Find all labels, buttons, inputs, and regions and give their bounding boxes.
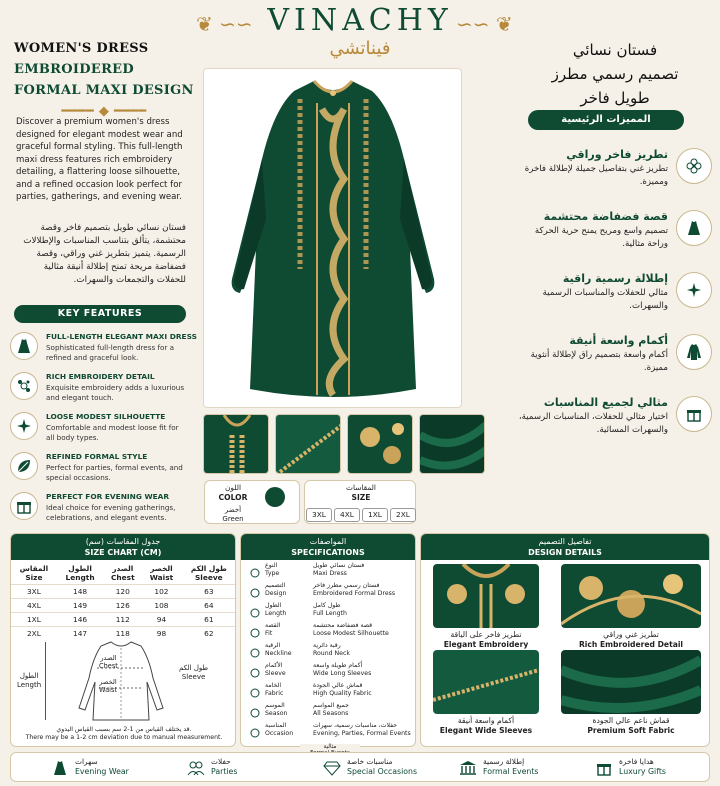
- occasion-label: Luxury Gifts: [619, 767, 666, 776]
- size-col-header: [103, 562, 142, 584]
- spec-value-en: Loose Modest Silhouette: [313, 629, 389, 637]
- size-label: SIZE: [351, 493, 371, 502]
- col-header-ar: الخصر: [150, 563, 173, 573]
- table-cell: 3XL: [11, 584, 57, 598]
- table-cell: 120: [103, 584, 142, 598]
- dress-icon: [49, 757, 71, 779]
- spec-key-ar: التصميم: [265, 582, 286, 589]
- spec-value-en: All Seasons: [313, 709, 349, 717]
- design-details-panel: [420, 533, 710, 747]
- col-header-ar: طول الكم: [190, 563, 227, 573]
- thumbnail-1[interactable]: [203, 414, 269, 474]
- table-cell: 126: [103, 598, 142, 612]
- specs-title-ar: المواصفات: [309, 537, 347, 546]
- ar-title-line-1: فستان نسائي: [572, 41, 658, 59]
- spec-value: [313, 642, 416, 657]
- table-cell: 1XL: [11, 612, 57, 626]
- thumbnail-2[interactable]: [275, 414, 341, 474]
- title-line-1: WOMEN'S DRESS: [14, 41, 149, 56]
- feature-title: RICH EMBROIDERY DETAIL: [46, 372, 155, 381]
- spec-row: [249, 562, 416, 582]
- dress-illustration: [204, 69, 463, 409]
- design-caption-ar: تطريز غني وراقي: [603, 630, 659, 639]
- spec-key: [265, 702, 313, 717]
- spec-value-en: Evening, Parties, Formal Events: [313, 729, 411, 737]
- feature-title: LOOSE MODEST SILHOUETTE: [46, 412, 166, 421]
- table-cell: 2XL: [11, 626, 57, 640]
- table-cell: 118: [103, 626, 142, 640]
- spec-key: [265, 722, 313, 737]
- key-feature-item: [10, 372, 190, 412]
- gift-icon: [676, 396, 712, 432]
- spec-value-ar: رقبة دائرية: [313, 642, 341, 649]
- spec-key: [265, 622, 313, 637]
- feature-desc: Ideal choice for evening gatherings, celebrations, and elegant events.: [46, 503, 176, 522]
- gift-icon: [10, 492, 38, 520]
- waist-label-ar: الخصر: [99, 678, 117, 686]
- thumbnail-3[interactable]: [347, 414, 413, 474]
- feature-desc: Comfortable and modest loose fit for all body types.: [46, 423, 179, 442]
- ar-feature-title: مثالي لجميع المناسبات: [543, 396, 668, 409]
- spec-row: [249, 702, 416, 722]
- table-cell: 61: [181, 612, 236, 626]
- color-label-ar: اللون: [225, 483, 241, 492]
- table-row: [11, 584, 236, 598]
- col-header-en: Sleeve: [194, 572, 223, 582]
- specs-footer-ar: مثالية: [323, 744, 337, 750]
- ar-feature-item: [522, 148, 712, 206]
- leaf-icon: [10, 452, 38, 480]
- spec-value: [313, 602, 416, 617]
- spec-key-en: Type: [265, 569, 280, 577]
- design-caption: Elegant Embroidery: [443, 640, 529, 649]
- size-chip-1xl[interactable]: 1XL: [362, 508, 388, 522]
- occasion-label-ar: مناسبات خاصة: [347, 757, 393, 766]
- spec-value: [313, 582, 416, 597]
- spec-key-ar: الطول: [265, 602, 282, 609]
- spec-value-ar: أكمام طويلة واسعة: [313, 662, 363, 669]
- design-title: DESIGN DETAILS: [528, 548, 602, 557]
- table-cell: 62: [181, 626, 236, 640]
- spec-row: [249, 622, 416, 642]
- title-line-2: EMBROIDERED: [14, 62, 134, 77]
- table-cell: 147: [57, 626, 104, 640]
- spec-row: [249, 642, 416, 662]
- ar-feature-desc: أكمام واسعة بتصميم راق لإطلالة أنثوية مميزة.: [530, 350, 668, 373]
- spec-key: [265, 562, 313, 577]
- ar-feature-title: إطلالة رسمية راقية: [562, 272, 668, 285]
- table-cell: 108: [142, 598, 180, 612]
- size-chip-2xl[interactable]: 2XL: [390, 508, 416, 522]
- chest-label-en: Chest: [99, 662, 118, 670]
- occasion-label: Parties: [211, 767, 238, 776]
- table-cell: 64: [181, 598, 236, 612]
- color-option: [204, 480, 300, 524]
- spec-key-en: Season: [265, 709, 288, 717]
- spec-key: [265, 682, 313, 697]
- spec-icon: [249, 564, 261, 576]
- spec-key-ar: الخامة: [265, 682, 282, 689]
- spec-value: [313, 682, 416, 697]
- occasion-label-ar: إطلالة رسمية: [483, 757, 525, 766]
- col-header-en: Chest: [110, 572, 135, 582]
- ar-features-label: المميزات الرئيسية: [528, 110, 684, 130]
- key-feature-item: [10, 452, 190, 492]
- size-chart-header: [11, 534, 235, 560]
- ar-feature-title: تطريز فاخر وراقي: [566, 148, 668, 161]
- brand-name: VINACHY: [267, 3, 453, 38]
- spec-icon: [249, 624, 261, 636]
- spec-value-en: Round Neck: [313, 649, 350, 657]
- size-col-header: [181, 562, 236, 584]
- spec-value-ar: فستان نسائي طويل: [313, 562, 365, 569]
- right-title-ar: [520, 38, 710, 110]
- size-col-header: [57, 562, 104, 584]
- divider-icon: ━━━━ ◆ ━━━━: [61, 104, 147, 119]
- ornament-right-icon: ∽∽ ❦: [456, 12, 513, 36]
- table-row: [11, 598, 236, 612]
- spec-value-ar: جميع المواسم: [313, 702, 349, 709]
- table-cell: 146: [57, 612, 104, 626]
- ornament-left-icon: ❦ ∽∽: [196, 12, 253, 36]
- specs-title: SPECIFICATIONS: [291, 548, 365, 557]
- ar-feature-desc: مثالي للحفلات والمناسبات الرسمية والسهرات.: [542, 288, 668, 311]
- sleeve-label-en: Sleeve: [181, 673, 206, 681]
- ar-feature-item: [522, 210, 712, 268]
- size-col-header: [11, 562, 57, 584]
- occasion-footer: [10, 752, 710, 782]
- spec-row: [249, 682, 416, 702]
- spec-key: [265, 662, 313, 677]
- design-detail-4[interactable]: [561, 650, 701, 736]
- spec-key: [265, 642, 313, 657]
- design-caption: Premium Soft Fabric: [587, 726, 675, 735]
- key-feature-item: [10, 332, 197, 372]
- spec-key: [265, 582, 313, 597]
- ar-feature-desc: اختيار مثالي للحفلات، المناسبات الرسمية، والسهرات المسائية.: [518, 412, 668, 435]
- spec-value: [313, 722, 416, 737]
- ar-feature-item: [522, 334, 712, 392]
- design-detail-1[interactable]: [433, 564, 539, 660]
- spec-value-en: Embroidered Formal Dress: [313, 589, 396, 597]
- ar-feature-item: [518, 396, 712, 454]
- size-diagram: [71, 638, 171, 724]
- feature-desc: Exquisite embroidery adds a luxurious and elegant touch.: [46, 383, 185, 402]
- spec-value-ar: حفلات، مناسبات رسمية، سهرات: [313, 722, 398, 729]
- spec-value: [313, 622, 416, 637]
- spec-icon: [249, 664, 261, 676]
- col-header-en: Waist: [149, 572, 174, 582]
- spec-row: [249, 602, 416, 622]
- size-label-ar: المقاسات: [346, 483, 376, 492]
- occasion-label-ar: هدايا فاخرة: [619, 757, 654, 766]
- color-label: COLOR: [218, 493, 248, 502]
- design-caption: Rich Embroidered Detail: [578, 640, 684, 649]
- length-label: [17, 672, 41, 690]
- table-cell: 149: [57, 598, 104, 612]
- table-cell: 102: [142, 584, 180, 598]
- spec-value-ar: قصة فضفاضة محتشمة: [313, 622, 373, 629]
- measure-note: [11, 726, 236, 742]
- design-title-ar: تفاصيل التصميم: [538, 537, 592, 546]
- length-arrow-icon: [45, 642, 46, 720]
- specs-header: [241, 534, 415, 560]
- feature-title: PERFECT FOR EVENING WEAR: [46, 492, 170, 501]
- embroidery-icon: [10, 372, 38, 400]
- waist-label: [99, 678, 117, 694]
- occasion-label-ar: حفلات: [211, 757, 231, 766]
- thumbnail-4[interactable]: [419, 414, 485, 474]
- dress-icon: [10, 332, 38, 360]
- sleeve-label-ar: طول الكم: [179, 664, 209, 672]
- spec-key: [265, 602, 313, 617]
- spec-value: [313, 702, 416, 717]
- feature-desc: Sophisticated full-length dress for a refined and graceful look.: [46, 343, 175, 362]
- occasion-label-ar: سهرات: [75, 757, 98, 766]
- title-line-3: FORMAL MAXI DESIGN: [14, 83, 194, 98]
- spec-key-en: Sleeve: [265, 669, 286, 677]
- size-col-header: [142, 562, 180, 584]
- spec-key-en: Neckline: [265, 649, 292, 657]
- spec-value-ar: فستان رسمي مطرز فاخر: [313, 582, 380, 589]
- col-header-ar: المقاس: [19, 563, 49, 573]
- spec-key-ar: القصة: [265, 622, 281, 629]
- brand-name-ar: فيناتشي: [329, 38, 391, 59]
- spec-value: [313, 562, 416, 577]
- key-features-label: KEY FEATURES: [14, 305, 186, 323]
- spec-row: [249, 722, 416, 742]
- table-cell: 4XL: [11, 598, 57, 612]
- spec-icon: [249, 604, 261, 616]
- spec-value-ar: قماش عالي الجودة: [313, 682, 363, 689]
- ar-feature-desc: تطريز غني بتفاصيل جميلة لإطلالة فاخرة ومميزة.: [524, 164, 668, 187]
- design-header: [421, 534, 709, 560]
- description-en: Discover a premium women's dress designed for elegant modest wear and graceful formal styling. This full-length maxi dress features rich embroidery detailing, a flattering loose silhouette, and a refined occasion look perfect for parties, gatherings, and evening wear.: [16, 117, 183, 202]
- ar-feature-item: [522, 272, 712, 330]
- design-caption: Elegant Wide Sleeves: [439, 726, 533, 735]
- spec-key-ar: النوع: [265, 562, 278, 569]
- chest-label: [99, 654, 118, 670]
- design-detail-2[interactable]: [561, 564, 701, 650]
- specifications-panel: [240, 533, 416, 747]
- spec-key-en: Occasion: [265, 729, 294, 737]
- spec-key-ar: الموسم: [265, 702, 285, 709]
- ar-title-line-3: طويل فاخر: [580, 89, 650, 107]
- building-icon: [457, 757, 479, 779]
- size-chart-title: SIZE CHART (CM): [84, 548, 162, 557]
- sleeve-icon: [676, 334, 712, 370]
- table-cell: 112: [103, 612, 142, 626]
- length-label-ar: الطول: [19, 672, 39, 680]
- spec-key-en: Length: [265, 609, 287, 617]
- table-cell: 148: [57, 584, 104, 598]
- diamond-icon: [321, 757, 343, 779]
- measure-note-ar: قد يختلف القياس من 1-2 سم بسبب القياس اليدوي.: [56, 726, 192, 733]
- spec-key-ar: الأكمام: [265, 662, 283, 669]
- spec-value-en: High Quality Fabric: [313, 689, 372, 697]
- spec-icon: [249, 684, 261, 696]
- spec-key-ar: الرقبة: [265, 642, 281, 649]
- ar-feature-title: قصة فضفاضة محتشمة: [543, 210, 668, 223]
- spec-icon: [249, 724, 261, 736]
- left-title: [14, 38, 194, 122]
- flower-icon: [676, 148, 712, 184]
- size-chart-title-ar: جدول المقاسات (سم): [85, 537, 161, 546]
- col-header-ar: الطول: [68, 563, 92, 573]
- description-ar: فستان نسائي طويل بتصميم فاخر وقصة محتشمة، يتألق بتناسب المناسبات والإطلالات الرسمية. يتميز بتطريز غني وراقي، وقصة فضفاضة مريحة تمنح إطلالة أنيقة مثالية للحفلات والتجمعات والسهرات.: [23, 223, 186, 285]
- spec-key-en: Fit: [265, 629, 273, 637]
- occasion-label: Formal Events: [483, 767, 539, 776]
- spec-icon: [249, 584, 261, 596]
- measure-note-en: There may be a 1-2 cm deviation due to manual measurement.: [25, 734, 223, 741]
- occasion-label: Evening Wear: [75, 767, 129, 776]
- sleeve-label: [179, 664, 208, 682]
- table-cell: 98: [142, 626, 180, 640]
- sparkle-icon: [676, 272, 712, 308]
- design-caption-ar: أكمام واسعة أنيقة: [457, 716, 515, 725]
- spec-row: [249, 662, 416, 682]
- people-icon: [185, 757, 207, 779]
- product-image[interactable]: [203, 68, 462, 408]
- dress-icon: [676, 210, 712, 246]
- design-caption-ar: تطريز فاخر على الياقة: [450, 630, 522, 639]
- key-feature-item: [10, 412, 190, 452]
- col-header-en: Length: [65, 572, 95, 582]
- col-header-ar: الصدر: [112, 563, 134, 573]
- spec-key-en: Fabric: [265, 689, 284, 697]
- spec-value-en: Maxi Dress: [313, 569, 347, 577]
- spec-value-ar: طول كامل: [313, 602, 341, 609]
- feature-title: FULL-LENGTH ELEGANT MAXI DRESS: [46, 332, 197, 341]
- table-row: [11, 612, 236, 626]
- spec-key-ar: المناسبة: [265, 722, 287, 729]
- sparkle-icon: [10, 412, 38, 440]
- spec-icon: [249, 704, 261, 716]
- spec-key-en: Design: [265, 589, 287, 597]
- size-chart-panel: [10, 533, 236, 747]
- occasion-label: Special Occasions: [347, 767, 418, 776]
- table-cell: 63: [181, 584, 236, 598]
- spec-value: [313, 662, 416, 677]
- table-cell: 94: [142, 612, 180, 626]
- color-swatch-green[interactable]: [265, 487, 285, 507]
- gift-icon: [593, 757, 615, 779]
- ar-feature-desc: تصميم واسع ومريح يمنح حرية الحركة وراحة مثالية.: [534, 226, 668, 249]
- size-table: [11, 562, 236, 640]
- size-chip-3xl[interactable]: 3XL: [306, 508, 332, 522]
- spec-value-en: Full Length: [313, 609, 347, 617]
- col-header-en: Size: [25, 572, 43, 582]
- feature-desc: Perfect for parties, formal events, and special occasions.: [46, 463, 183, 482]
- chest-label-ar: الصدر: [100, 654, 117, 662]
- spec-row: [249, 582, 416, 602]
- color-name: Green: [222, 515, 244, 523]
- color-name-ar: أخضر: [224, 506, 242, 514]
- ar-title-line-2: تصميم رسمي مطرز: [551, 65, 679, 83]
- spec-value-en: Wide Long Sleeves: [313, 669, 372, 677]
- waist-label-en: Waist: [99, 686, 117, 694]
- key-feature-item: [10, 492, 190, 532]
- spec-icon: [249, 644, 261, 656]
- size-chip-4xl[interactable]: 4XL: [334, 508, 360, 522]
- feature-title: REFINED FORMAL STYLE: [46, 452, 148, 461]
- ar-feature-title: أكمام واسعة أنيقة: [569, 334, 668, 347]
- design-detail-3[interactable]: [433, 650, 539, 736]
- length-label-en: Length: [17, 681, 42, 689]
- design-caption-ar: قماش ناعم عالي الجودة: [592, 716, 670, 725]
